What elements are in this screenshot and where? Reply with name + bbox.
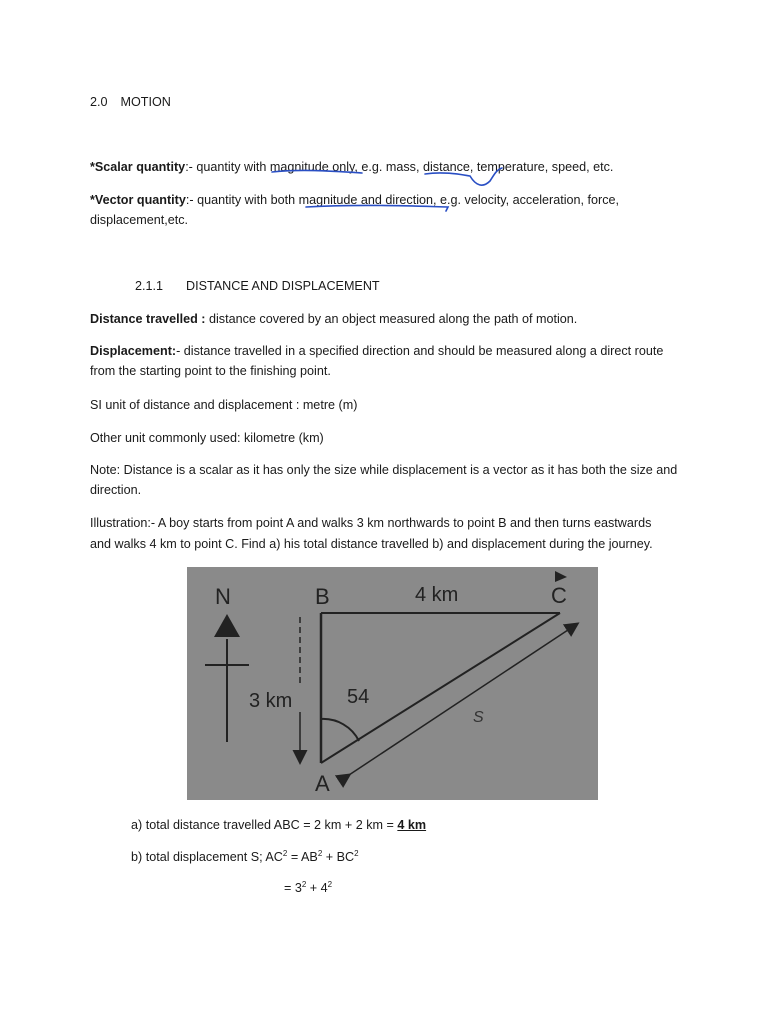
c-marker-icon	[555, 571, 567, 582]
answer-c-prefix: = 3	[284, 881, 302, 895]
vector-definition-cont: displacement,etc.	[90, 213, 189, 227]
answer-c-plus: + 4	[306, 881, 328, 895]
scalar-term: *Scalar quantity	[90, 160, 186, 174]
distance-definition	[90, 309, 577, 329]
section-number: 2.0	[90, 95, 108, 109]
vector-examples: e.g. velocity, acceleration, force,	[436, 193, 619, 207]
other-unit-text: Other unit commonly used: kilometre (km)	[90, 431, 324, 445]
section-heading	[90, 92, 171, 112]
section-title: MOTION	[120, 95, 171, 109]
vector-definition	[90, 190, 619, 210]
scalar-separator: :- quantity with	[185, 160, 270, 174]
point-a-label: A	[315, 771, 330, 796]
answer-c-exp-2: 2	[327, 880, 333, 889]
subsection-title: DISTANCE AND DISPLACEMENT	[186, 279, 380, 293]
answer-a	[131, 815, 426, 835]
point-b-label: B	[315, 584, 330, 609]
side-ab-label: 3 km	[249, 690, 293, 712]
answer-a-text: a) total distance travelled ABC = 2 km + 2 km =	[131, 818, 398, 832]
vector-term: *Vector quantity	[90, 193, 186, 207]
scalar-highlight: magnitude only,	[269, 160, 358, 174]
subsection-heading	[135, 276, 380, 296]
answer-c-exp-1: 2	[301, 880, 307, 889]
distance-term: Distance travelled :	[90, 312, 206, 326]
scalar-examples: e.g. mass, distance, temperature, speed, etc.	[357, 160, 614, 174]
angle-arc	[321, 719, 359, 741]
illustration-line-1: Illustration:- A boy starts from point A and walks 3 km northwards to point B and then turns eastwards	[90, 516, 652, 530]
answer-c	[284, 878, 332, 898]
vector-separator: :- quantity with both	[185, 193, 299, 207]
scalar-definition	[90, 157, 613, 177]
north-arrow	[205, 614, 249, 742]
note-line-1: Note: Distance is a scalar as it has only the size while displacement is a vector as it has both the size and	[90, 463, 678, 477]
hypotenuse-dimension-arrow	[349, 624, 577, 775]
note-line-2: direction.	[90, 483, 142, 497]
displacement-term: Displacement:	[90, 344, 177, 358]
triangle-figure	[187, 567, 598, 800]
hypotenuse-label: S	[473, 709, 484, 726]
displacement-definition	[90, 341, 663, 361]
illustration-line-2: and walks 4 km to point C. Find a) his total distance travelled b) and displacement during the journey.	[90, 537, 653, 551]
answer-b-exp-2: 2	[317, 849, 323, 858]
si-unit-text: SI unit of distance and displacement : metre (m)	[90, 398, 358, 412]
answer-b-eq: = AB	[287, 850, 318, 864]
point-c-label: C	[551, 583, 567, 608]
answer-b-plus: + BC	[322, 850, 355, 864]
answer-b	[131, 847, 359, 867]
vector-highlight: magnitude and direction,	[298, 193, 437, 207]
displacement-text: - distance travelled in a specified direction and should be measured along a direct route	[176, 344, 664, 358]
answer-b-exp-3: 2	[354, 849, 359, 858]
answer-a-result: 4 km	[397, 818, 427, 832]
answer-b-prefix: b) total displacement S; AC	[131, 850, 283, 864]
answer-b-exp-1: 2	[282, 849, 288, 858]
subsection-number: 2.1.1	[135, 279, 164, 293]
displacement-definition-cont: from the starting point to the finishing point.	[90, 364, 331, 378]
triangle-diagram	[187, 567, 598, 800]
distance-text: distance covered by an object measured along the path of motion.	[205, 312, 578, 326]
north-label: N	[215, 584, 231, 609]
angle-label: 54	[347, 686, 370, 708]
side-bc-label: 4 km	[415, 584, 459, 606]
